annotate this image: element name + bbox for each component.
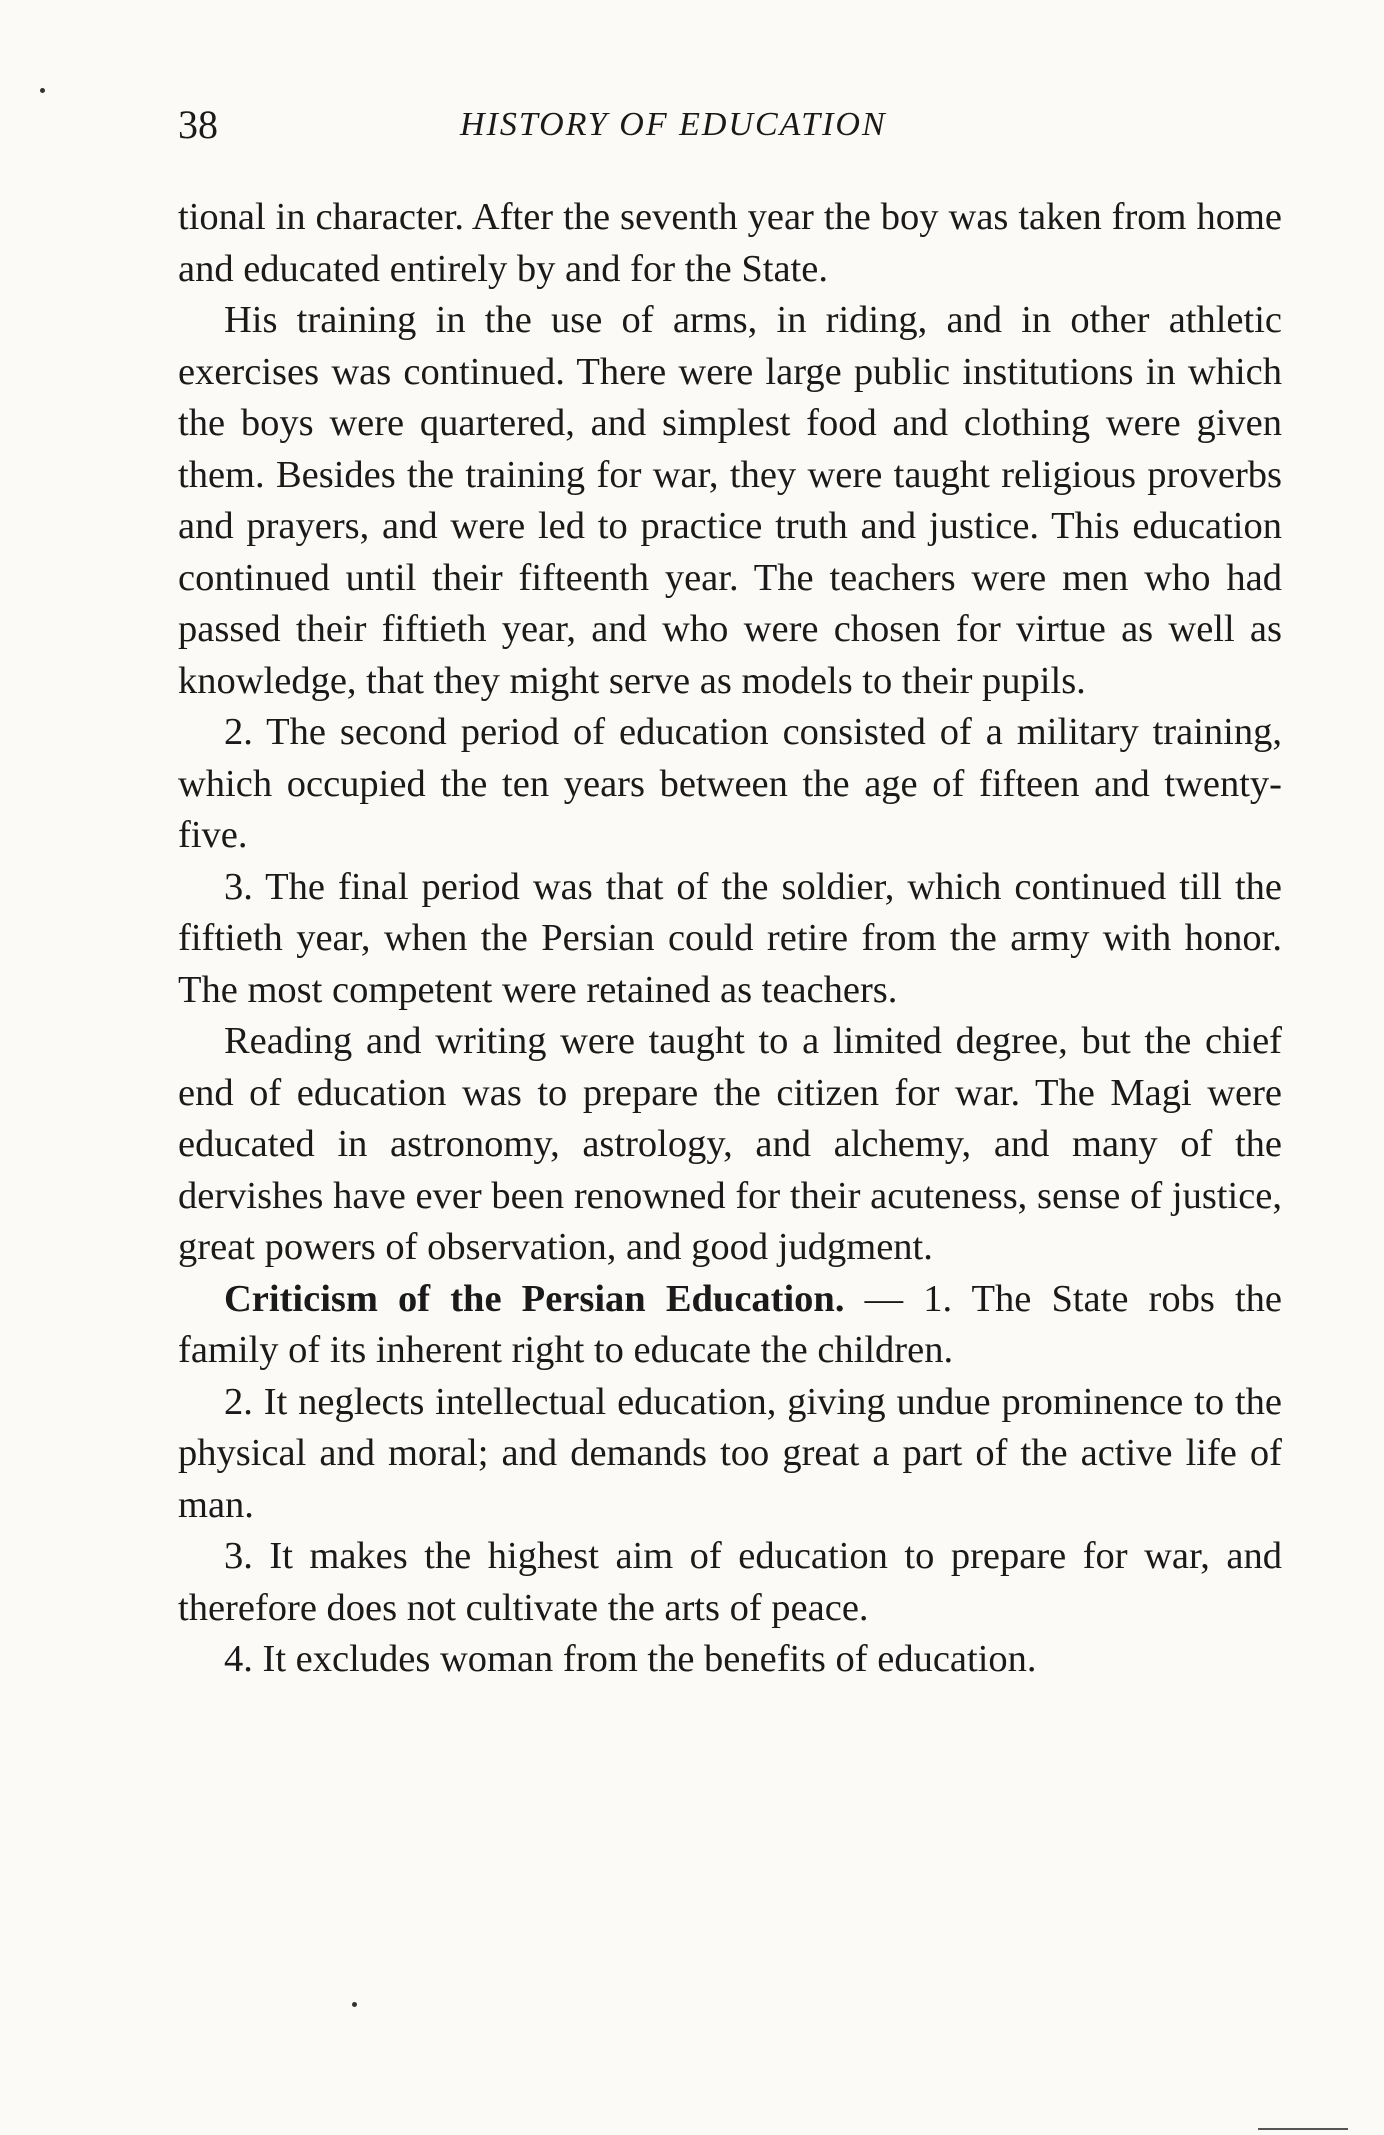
ink-speck	[352, 2002, 357, 2007]
paragraph-text: tional in character. After the seventh year the boy was taken from home and educated entirely by and for the State.	[178, 196, 1282, 290]
paragraph-text: 3. It makes the highest aim of education to prepare for war, and therefore does not cultivate the arts of peace.	[178, 1535, 1282, 1629]
ink-speck	[40, 88, 45, 93]
paragraph-criticism-2	[178, 1377, 1282, 1532]
section-heading: Criticism of the Persian Education.	[224, 1277, 845, 1320]
paragraph-text: 2. It neglects intellectual education, giving undue prominence to the physical and moral; and demands too great a part of the active life of man.	[178, 1380, 1282, 1526]
body-text	[178, 192, 1282, 1686]
paragraph-final-period	[178, 862, 1282, 1017]
paragraph-text: 3. The final period was that of the soldier, which continued till the fiftieth year, when the Persian could retire from the army with honor. The most competent were retained as teachers.	[178, 865, 1282, 1011]
edge-rule	[1258, 2128, 1348, 2130]
paragraph-reading-writing	[178, 1016, 1282, 1274]
paragraph-criticism-3	[178, 1531, 1282, 1634]
paragraph-criticism-4	[178, 1634, 1282, 1686]
page-number: 38	[178, 102, 218, 147]
paragraph-text: His training in the use of arms, in riding, and in other athletic exercises was continued. There were large public institutions in which the boys were quartered, and simplest food and clothing were given them. Besides the training for war, they were taught religious proverbs and prayers, and were led to practice truth and justice. This education continued until their fifteenth year. The teachers were men who had passed their fiftieth year, and who were chosen for virtue as well as knowledge, that they might serve as models to their pupils.	[178, 299, 1282, 702]
running-head	[178, 100, 1278, 150]
running-title: HISTORY OF EDUCATION	[460, 106, 887, 143]
paragraph-continuation	[178, 192, 1282, 295]
paragraph-text: 2. The second period of education consisted of a military training, which occupied the ten years between the age of fifteen and twenty-five.	[178, 711, 1282, 856]
paragraph-training	[178, 295, 1282, 707]
paragraph-second-period	[178, 707, 1282, 862]
paragraph-text: Reading and writing were taught to a limited degree, but the chief end of education was to prepare the citizen for war. The Magi were educated in astronomy, astrology, and alchemy, and many of the dervishes have ever been renowned for their acuteness, sense of justice, great powers of observation, and good judgment.	[178, 1020, 1282, 1268]
paragraph-text: 4. It excludes woman from the benefits of education.	[224, 1638, 1037, 1680]
paragraph-criticism	[178, 1274, 1282, 1377]
paragraph-text: — 1. The State robs the family of its inherent right to educate the children.	[178, 1277, 1282, 1371]
